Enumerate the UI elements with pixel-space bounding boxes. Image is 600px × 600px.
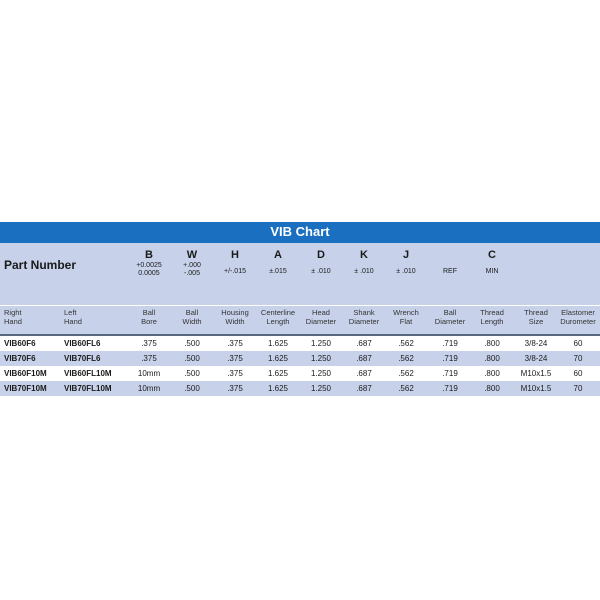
table-row bbox=[0, 366, 600, 381]
table-cell: .719 bbox=[442, 339, 458, 348]
chart-title: VIB Chart bbox=[0, 222, 600, 241]
right-hand-part-number: VIB60F6 bbox=[4, 339, 36, 348]
table-cell: .562 bbox=[398, 369, 414, 378]
table-cell: .375 bbox=[227, 369, 243, 378]
column-description: Ball Diameter bbox=[434, 308, 466, 326]
table-cell: 10mm bbox=[137, 384, 161, 393]
table-row bbox=[0, 351, 600, 366]
column-tolerance: MIN bbox=[485, 268, 499, 275]
column-description: Elastomer Durometer bbox=[560, 308, 596, 326]
table-row bbox=[0, 336, 600, 351]
table-body bbox=[0, 336, 600, 396]
column-description: Ball Width bbox=[182, 308, 202, 326]
right-hand-part-number: VIB70F10M bbox=[4, 384, 47, 393]
left-hand-part-number: VIB60FL6 bbox=[64, 339, 101, 348]
table-cell: .800 bbox=[484, 354, 500, 363]
column-tolerance: ± .010 bbox=[396, 268, 416, 275]
table-cell: .500 bbox=[184, 354, 200, 363]
column-tolerance: REF bbox=[443, 268, 457, 275]
column-description: Centerline Length bbox=[260, 308, 296, 326]
table-cell: .375 bbox=[227, 339, 243, 348]
column-tolerance: ± .010 bbox=[311, 268, 331, 275]
table-cell: 70 bbox=[573, 354, 583, 363]
table-cell: .500 bbox=[184, 369, 200, 378]
table-cell: .800 bbox=[484, 339, 500, 348]
column-tolerance: +0.0025 0.0005 bbox=[136, 262, 162, 277]
column-letter: D bbox=[317, 249, 325, 261]
column-description: Ball Bore bbox=[141, 308, 157, 326]
left-hand-label: Left Hand bbox=[64, 308, 82, 326]
table-cell: M10x1.5 bbox=[520, 384, 552, 393]
right-hand-label: Right Hand bbox=[4, 308, 22, 326]
table-cell: .800 bbox=[484, 384, 500, 393]
table-cell: .500 bbox=[184, 384, 200, 393]
column-description: Thread Length bbox=[480, 308, 504, 326]
right-hand-part-number: VIB70F6 bbox=[4, 354, 36, 363]
table-cell: 1.625 bbox=[267, 339, 289, 348]
table-cell: .375 bbox=[141, 339, 157, 348]
table-cell: .500 bbox=[184, 339, 200, 348]
left-hand-part-number: VIB70FL10M bbox=[64, 384, 112, 393]
table-cell: 3/8-24 bbox=[524, 339, 548, 348]
column-description: Housing Width bbox=[221, 308, 249, 326]
column-letter: H bbox=[231, 249, 239, 261]
column-letter: K bbox=[360, 249, 368, 261]
right-hand-part-number: VIB60F10M bbox=[4, 369, 47, 378]
table-cell: 60 bbox=[573, 369, 583, 378]
table-cell: 1.250 bbox=[310, 384, 332, 393]
table-cell: .687 bbox=[356, 339, 372, 348]
table-cell: 60 bbox=[573, 339, 583, 348]
table-cell: 1.625 bbox=[267, 384, 289, 393]
table-cell: .562 bbox=[398, 339, 414, 348]
table-cell: 1.250 bbox=[310, 369, 332, 378]
column-description: Shank Diameter bbox=[348, 308, 380, 326]
column-description: Wrench Flat bbox=[393, 308, 419, 326]
table-cell: .719 bbox=[442, 369, 458, 378]
part-number-label: Part Number bbox=[4, 258, 77, 272]
table-cell: .687 bbox=[356, 384, 372, 393]
column-subheader bbox=[0, 305, 600, 334]
table-cell: 10mm bbox=[137, 369, 161, 378]
table-cell: .375 bbox=[141, 354, 157, 363]
column-tolerance: +/-.015 bbox=[224, 268, 246, 275]
table-cell: 70 bbox=[573, 384, 583, 393]
table-cell: .719 bbox=[442, 384, 458, 393]
column-tolerance: ± .010 bbox=[354, 268, 374, 275]
table-cell: 1.250 bbox=[310, 339, 332, 348]
table-cell: .562 bbox=[398, 354, 414, 363]
column-letter: C bbox=[488, 249, 496, 261]
table-cell: .375 bbox=[227, 354, 243, 363]
table-cell: .562 bbox=[398, 384, 414, 393]
left-hand-part-number: VIB70FL6 bbox=[64, 354, 101, 363]
table-cell: .719 bbox=[442, 354, 458, 363]
table-cell: 3/8-24 bbox=[524, 354, 548, 363]
column-description: Thread Size bbox=[524, 308, 548, 326]
table-cell: 1.625 bbox=[267, 369, 289, 378]
column-letter: A bbox=[274, 249, 282, 261]
table-cell: .687 bbox=[356, 369, 372, 378]
table-cell: 1.250 bbox=[310, 354, 332, 363]
column-tolerance: ±.015 bbox=[269, 268, 287, 275]
column-letter: B bbox=[145, 249, 153, 261]
left-hand-part-number: VIB60FL10M bbox=[64, 369, 112, 378]
column-letter: W bbox=[186, 249, 198, 261]
dimension-header bbox=[0, 243, 600, 305]
table-row bbox=[0, 381, 600, 396]
table-cell: 1.625 bbox=[267, 354, 289, 363]
column-tolerance: +.000 -.005 bbox=[183, 262, 201, 277]
column-letter: J bbox=[402, 249, 410, 261]
column-description: Head Diameter bbox=[305, 308, 337, 326]
table-cell: .687 bbox=[356, 354, 372, 363]
vib-chart-table bbox=[0, 222, 600, 396]
table-cell: M10x1.5 bbox=[520, 369, 552, 378]
table-cell: .375 bbox=[227, 384, 243, 393]
table-cell: .800 bbox=[484, 369, 500, 378]
